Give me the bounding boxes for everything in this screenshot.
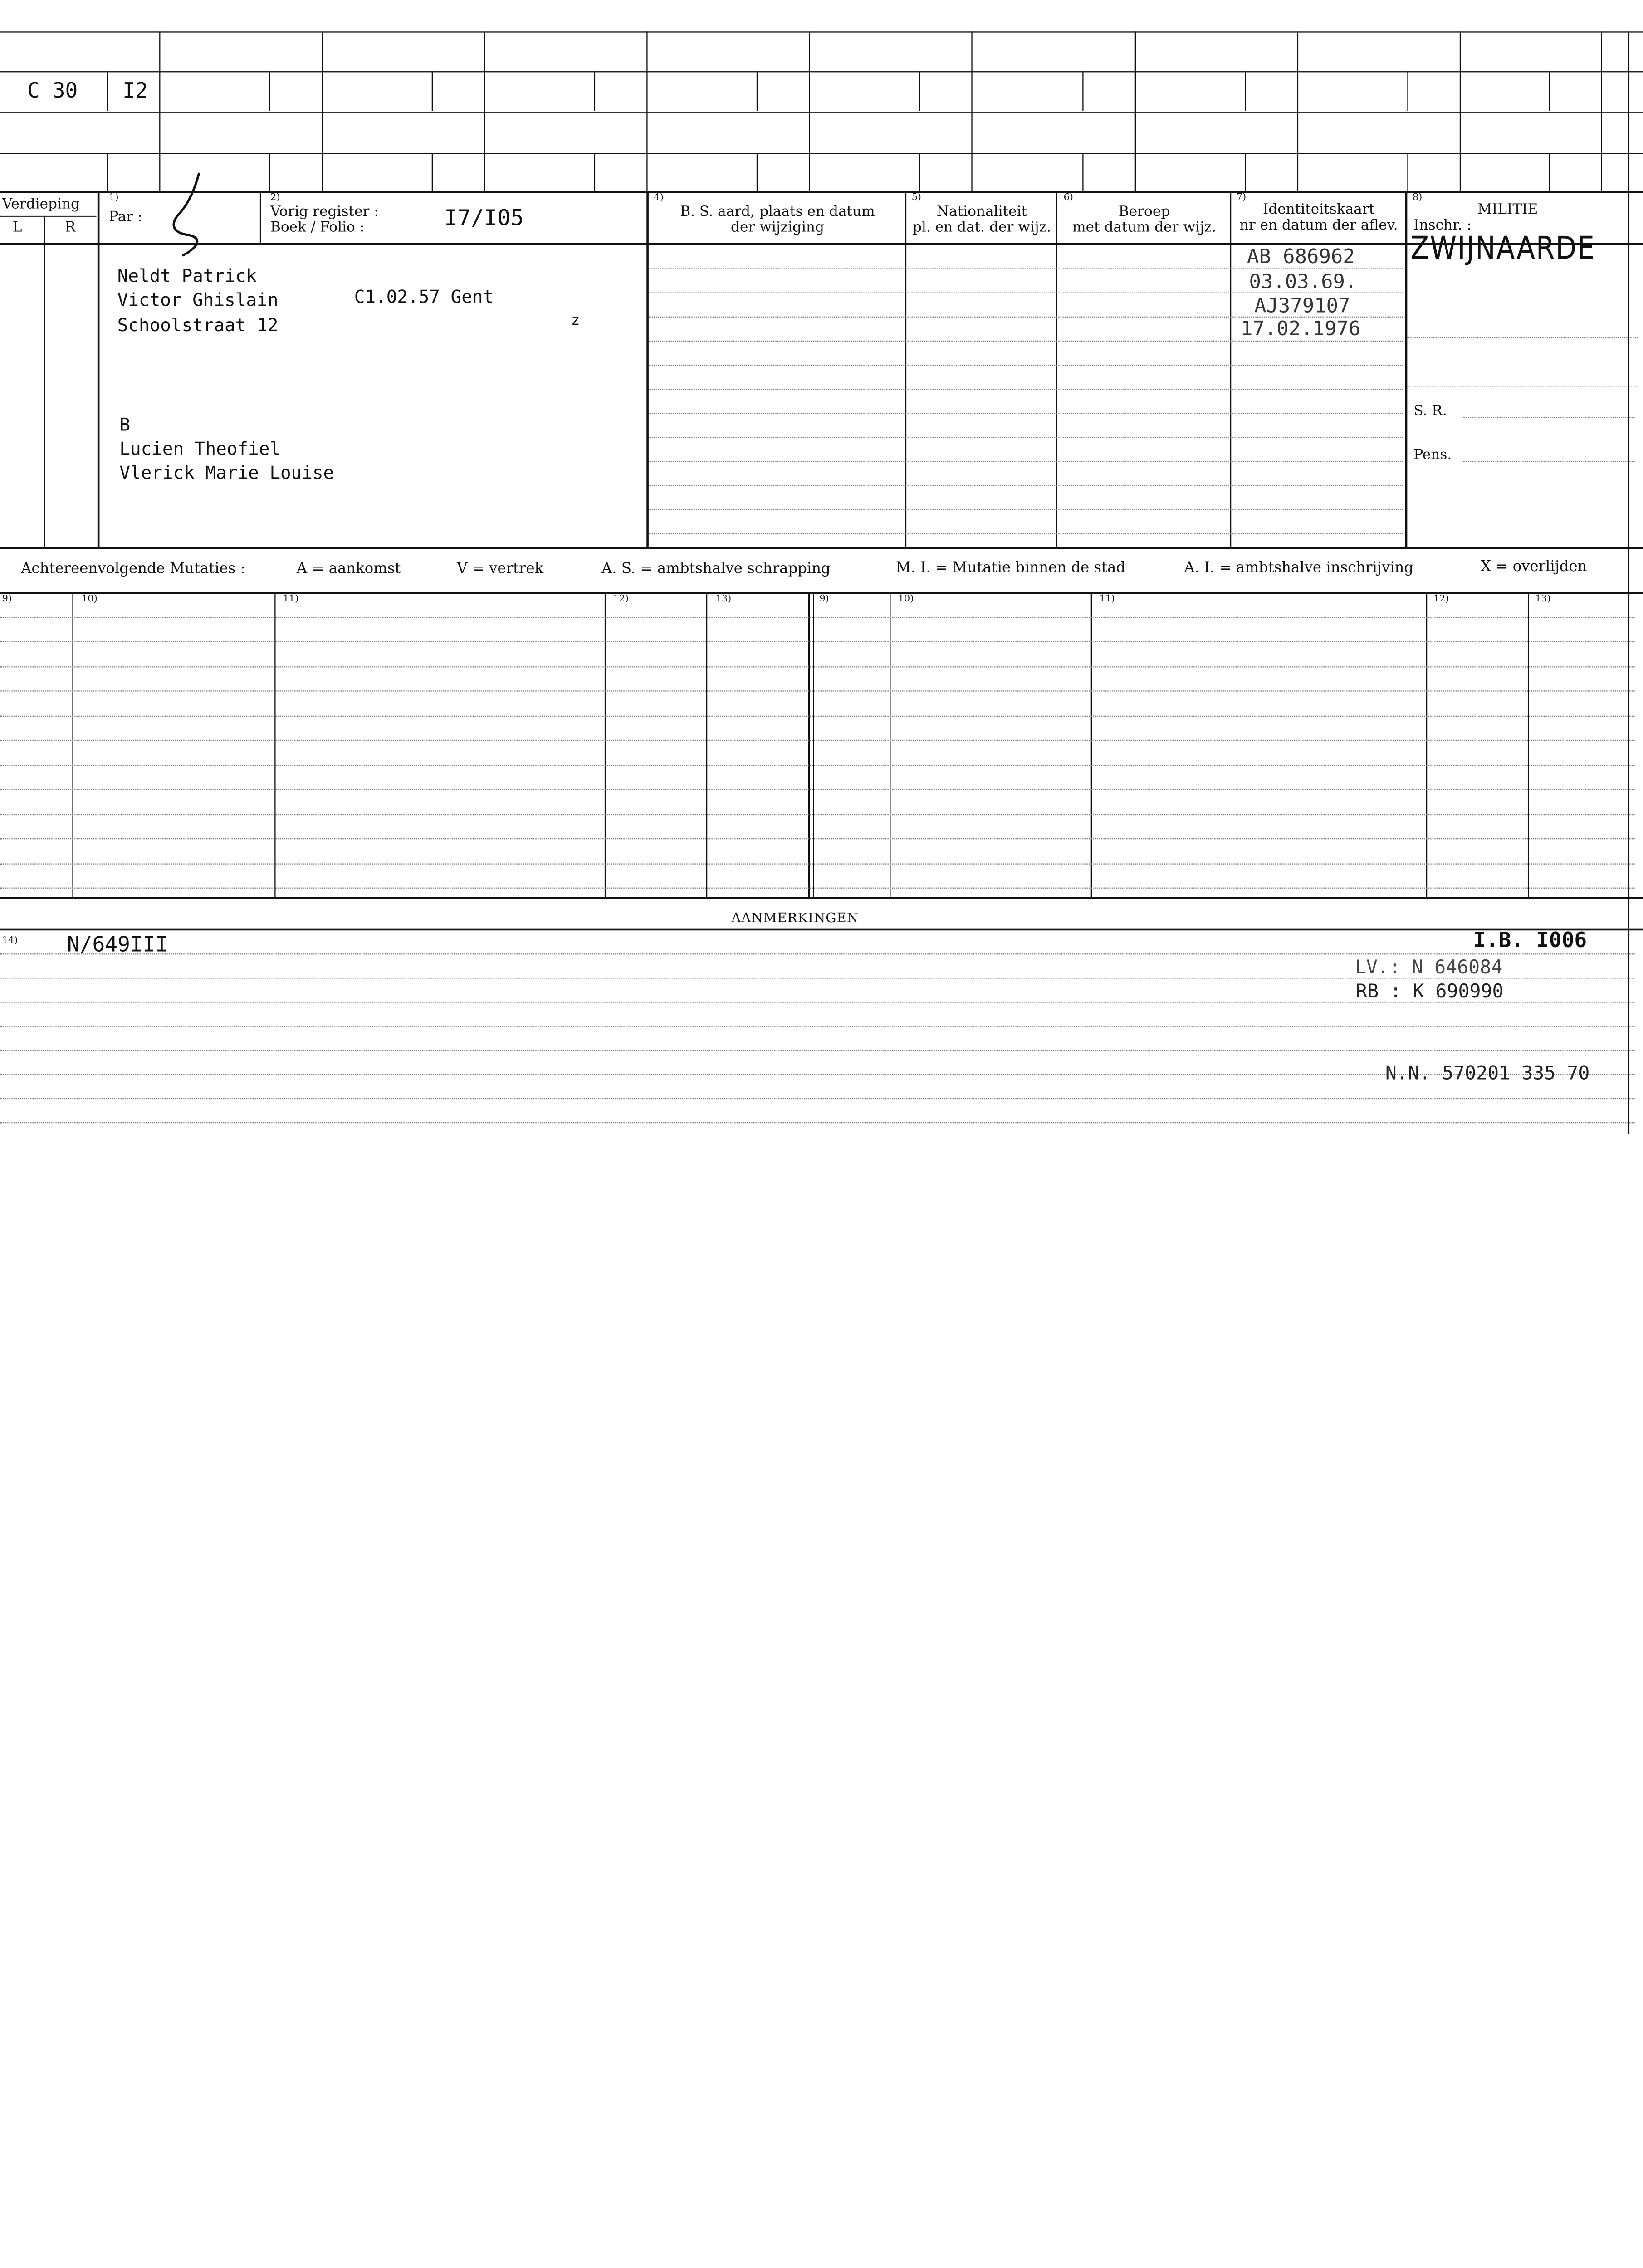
id-header-line2: nr en datum der aflev. — [1239, 217, 1398, 234]
num-7: 7) — [1236, 193, 1247, 204]
birth-date-place: C1.02.57 Gent — [354, 287, 494, 308]
legend-x: X = overlijden — [1481, 558, 1587, 576]
address: Schoolstraat 12 — [117, 315, 279, 337]
signature — [157, 168, 231, 267]
par-label: Par : — [109, 208, 142, 225]
rb-number: RB : K 690990 — [1356, 981, 1504, 1003]
vorig-register-label: Vorig register : — [270, 203, 379, 220]
militie-label: MILITIE — [1477, 201, 1538, 218]
num-1: 1) — [109, 193, 119, 204]
beroep-header-line2: met datum der wijz. — [1072, 219, 1217, 236]
bs-header-line2: der wijziging — [731, 219, 824, 236]
legend-mi: M. I. = Mutatie binnen de stad — [896, 559, 1126, 577]
num-8: 8) — [1412, 193, 1423, 204]
col-12: 12) — [613, 594, 629, 605]
code-b: I2 — [122, 77, 148, 103]
verdieping-label: Verdieping — [2, 196, 80, 213]
nn-number: N.N. 570201 335 70 — [1385, 1062, 1590, 1085]
ref-number: N/649III — [67, 931, 168, 957]
beroep-header-line1: Beroep — [1118, 203, 1170, 220]
sr-label: S. R. — [1413, 402, 1447, 419]
legend-ai: A. I. = ambtshalve inschrijving — [1184, 559, 1414, 577]
num-2: 2) — [270, 193, 280, 204]
pens-label: Pens. — [1413, 446, 1452, 464]
ib-number: I.B. I006 — [1473, 927, 1587, 953]
id-card-1: AB 686962 — [1247, 245, 1355, 269]
col-l-label: L — [12, 219, 22, 236]
bs-header-line1: B. S. aard, plaats en datum — [680, 203, 875, 220]
code-a: C 30 — [27, 77, 78, 103]
num-6: 6) — [1063, 193, 1074, 204]
num-4: 4) — [654, 193, 664, 204]
aanmerkingen-title: AANMERKINGEN — [731, 909, 859, 925]
col-11: 11) — [283, 594, 299, 605]
col-12b: 12) — [1433, 594, 1449, 605]
num-14: 14) — [2, 935, 18, 946]
lv-number: LV.: N 646084 — [1354, 957, 1503, 979]
place-stamp: ZWIJNAARDE — [1410, 230, 1595, 268]
col-11b: 11) — [1099, 594, 1115, 605]
col-r-label: R — [65, 219, 76, 236]
col-13: 13) — [715, 594, 732, 605]
col-9: 9) — [2, 594, 12, 605]
legend-a: A = aankomst — [296, 560, 401, 577]
inschr-label: Inschr. : — [1413, 217, 1472, 234]
col-9b: 9) — [819, 594, 829, 605]
mother-name: Vlerick Marie Louise — [119, 463, 334, 484]
id-header-line1: Identiteitskaart — [1262, 201, 1375, 218]
father-name: Lucien Theofiel — [119, 439, 280, 460]
id-card-2: AJ379107 — [1254, 294, 1350, 318]
legend-v: V = vertrek — [457, 560, 544, 577]
person-name-line2: Victor Ghislain — [117, 290, 279, 312]
mutaties-title: Achtereenvolgende Mutaties : — [21, 560, 245, 577]
id-date-2: 17.02.1976 — [1241, 317, 1361, 341]
boek-folio-label: Boek / Folio : — [270, 219, 365, 236]
nat-header-line1: Nationaliteit — [936, 203, 1027, 220]
boek-folio-value: I7/I05 — [444, 205, 524, 231]
b-label: B — [119, 415, 131, 436]
mark-z: z — [571, 312, 580, 329]
nat-header-line2: pl. en dat. der wijz. — [912, 219, 1051, 236]
col-10b: 10) — [898, 594, 914, 605]
id-date-1: 03.03.69. — [1249, 270, 1357, 293]
legend-as: A. S. = ambtshalve schrapping — [601, 560, 831, 577]
num-5: 5) — [911, 193, 922, 204]
person-name-line1: Neldt Patrick — [117, 266, 257, 287]
col-10: 10) — [82, 594, 98, 605]
col-13b: 13) — [1535, 594, 1551, 605]
